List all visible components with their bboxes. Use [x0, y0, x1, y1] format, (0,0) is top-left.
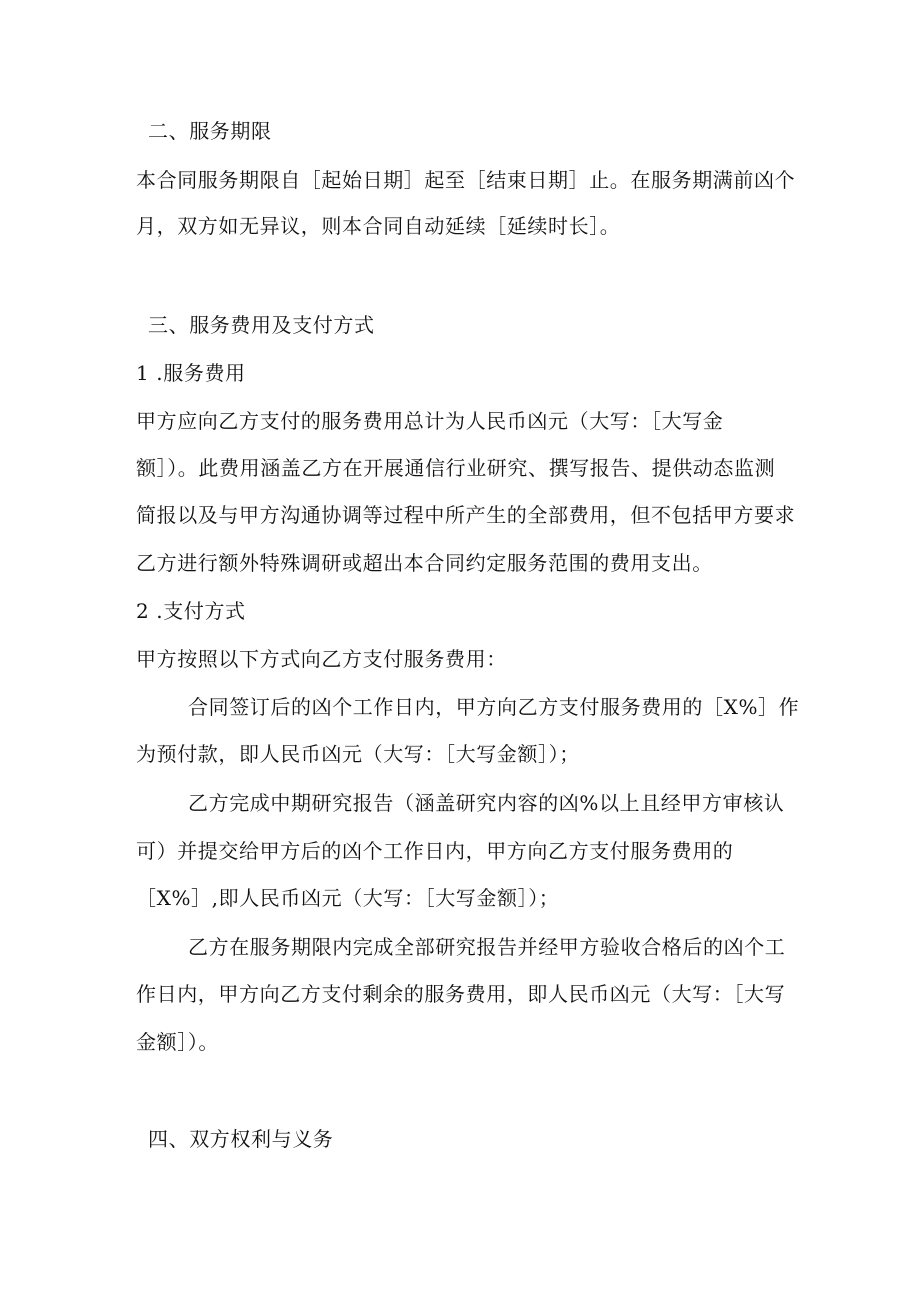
subsection-1-paragraph-line: 简报以及与甲方沟通协调等过程中所产生的全部费用，但不包括甲方要求: [136, 503, 796, 527]
payment-item-2-line: 乙方完成中期研究报告（涵盖研究内容的凶%以上且经甲方审核认: [188, 791, 785, 815]
section-2-heading: 二、服务期限: [148, 119, 272, 143]
subsection-1-paragraph-line: 额］）。此费用涵盖乙方在开展通信行业研究、撰写报告、提供动态监测: [136, 456, 776, 480]
subsection-1-title: 1 .服务费用: [136, 361, 246, 385]
payment-item-3-line: 乙方在服务期限内完成全部研究报告并经甲方验收合格后的凶个工: [188, 935, 786, 959]
payment-item-1-line: 为预付款，即人民币凶元（大写：［大写金额］）；: [136, 742, 580, 766]
payment-item-2-line: 可）并提交给甲方后的凶个工作日内，甲方向乙方支付服务费用的: [136, 839, 734, 863]
subsection-1-paragraph-line: 甲方应向乙方支付的服务费用总计为人民币凶元（大写：［大写金: [136, 409, 724, 433]
payment-item-3-line: 作日内，甲方向乙方支付剩余的服务费用，即人民币凶元（大写：［大写: [136, 982, 786, 1006]
subsection-2-intro: 甲方按照以下方式向乙方支付服务费用：: [136, 647, 507, 671]
payment-item-2-line: ［X%］,即人民币凶元（大写：［大写金额］）；: [136, 886, 560, 910]
payment-item-1-line: 合同签订后的凶个工作日内，甲方向乙方支付服务费用的［X%］作: [188, 695, 800, 719]
section-4-heading: 四、双方权利与义务: [148, 1127, 334, 1151]
subsection-1-paragraph-line: 乙方进行额外特殊调研或超出本合同约定服务范围的费用支出。: [136, 551, 713, 575]
section-2-paragraph-line: 本合同服务期限自［起始日期］起至［结束日期］止。在服务期满前凶个: [136, 168, 796, 192]
section-3-heading: 三、服务费用及支付方式: [148, 313, 375, 337]
payment-item-3-line: 金额］）。: [136, 1030, 219, 1054]
subsection-2-title: 2 .支付方式: [136, 599, 246, 623]
section-2-paragraph-line: 月，双方如无异议，则本合同自动延续［延续时长］。: [136, 214, 621, 238]
